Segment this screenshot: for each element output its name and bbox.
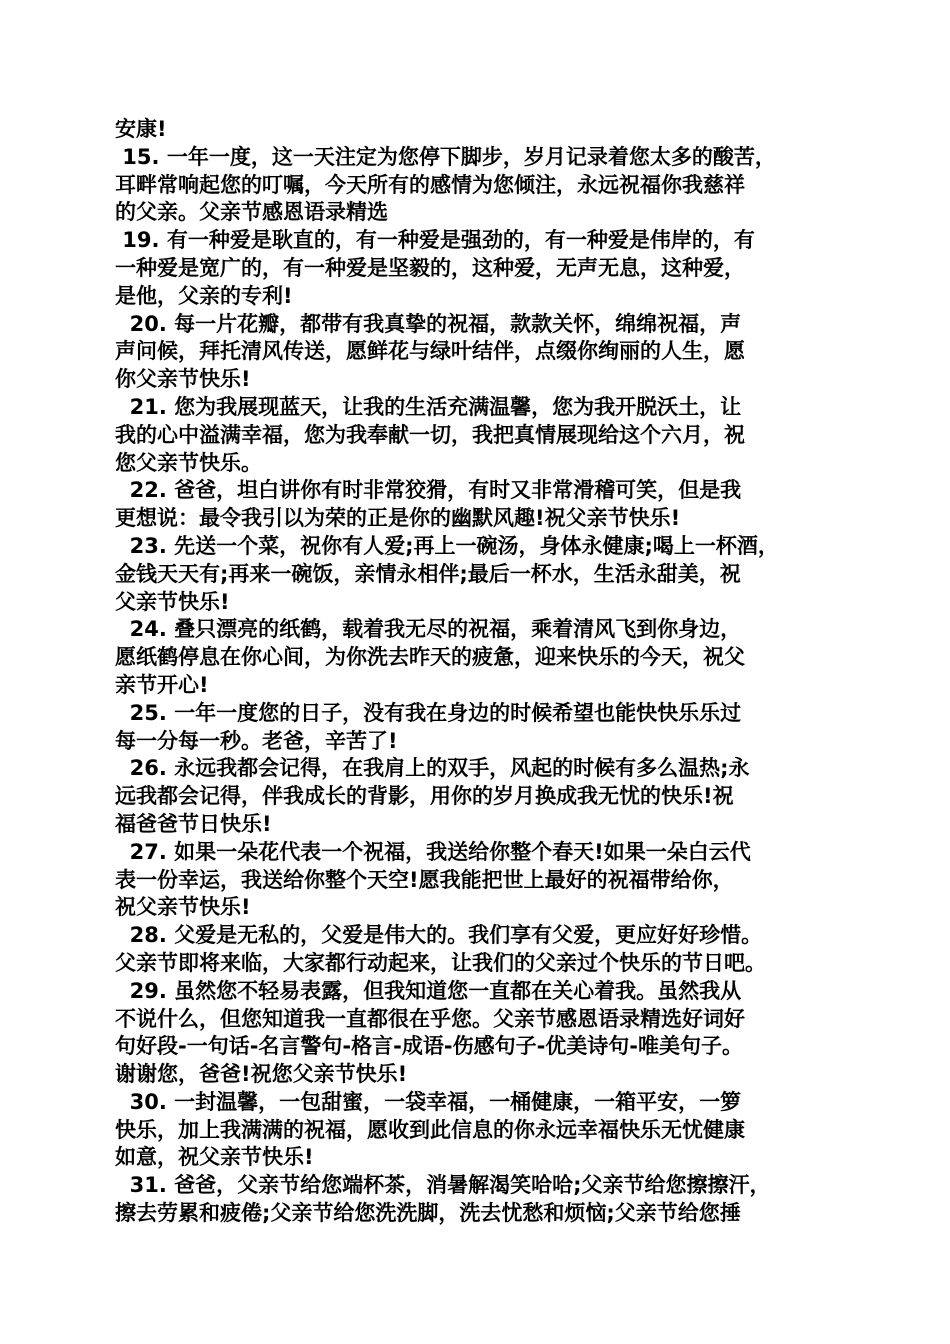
- text-line: 每一分每一秒。老爸，辛苦了!: [115, 728, 398, 753]
- text-line: 的父亲。父亲节感恩语录精选: [115, 200, 388, 225]
- text-line: 不说什么，但您知道我一直都很在乎您。父亲节感恩语录精选好词好: [115, 1006, 745, 1031]
- text-line: 30. 一封温馨，一包甜蜜，一袋幸福，一桶健康，一箱平安，一箩: [115, 1089, 742, 1114]
- text-line: 24. 叠只漂亮的纸鹤，载着我无尽的祝福，乘着清风飞到你身边，: [115, 617, 742, 642]
- text-line: 擦去劳累和疲倦;父亲节给您洗洗脚，洗去忧愁和烦恼;父亲节给您捶: [115, 1201, 741, 1226]
- text-line: 祝父亲节快乐!: [115, 895, 251, 920]
- text-line: 25. 一年一度您的日子，没有我在身边的时候希望也能快快乐乐过: [115, 700, 742, 725]
- text-line: 是他，父亲的专利!: [115, 283, 293, 308]
- text-line: 表一份幸运，我送给你整个天空!愿我能把世上最好的祝福带给你，: [115, 867, 734, 892]
- text-line: 更想说：最令我引以为荣的正是你的幽默风趣!祝父亲节快乐!: [115, 506, 681, 531]
- text-line: 声问候，拜托清风传送，愿鲜花与绿叶结伴，点缀你绚丽的人生，愿: [115, 339, 745, 364]
- text-line: 快乐，加上我满满的祝福，愿收到此信息的你永远幸福快乐无忧健康: [115, 1117, 745, 1142]
- text-line: 耳畔常响起您的叮嘱，今天所有的感情为您倾注，永远祝福你我慈祥: [115, 172, 745, 197]
- text-line: 您父亲节快乐。: [115, 450, 262, 475]
- text-line: 我的心中溢满幸福，您为我奉献一切，我把真情展现给这个六月，祝: [115, 422, 745, 447]
- document-page: [115, 116, 850, 1228]
- text-line: 21. 您为我展现蓝天，让我的生活充满温馨，您为我开脱沃土，让: [115, 394, 742, 419]
- text-line: 你父亲节快乐!: [115, 367, 251, 392]
- text-line: 亲节开心!: [115, 672, 209, 697]
- text-line: 22. 爸爸，坦白讲你有时非常狡猾，有时又非常滑稽可笑，但是我: [115, 478, 742, 503]
- text-line: 安康!: [115, 117, 167, 141]
- text-line: 金钱天天有;再来一碗饭，亲情永相伴;最后一杯水，生活永甜美，祝: [115, 561, 741, 586]
- text-line: 31. 爸爸，父亲节给您端杯茶，消暑解渴笑哈哈;父亲节给您擦擦汗，: [115, 1173, 771, 1198]
- text-line: 19. 有一种爱是耿直的，有一种爱是强劲的，有一种爱是伟岸的，有: [115, 228, 755, 253]
- text-line: 20. 每一片花瓣，都带有我真挚的祝福，款款关怀，绵绵祝福，声: [115, 311, 742, 336]
- text-line: 句好段-一句话-名言警句-格言-成语-伤感句子-优美诗句-唯美句子。: [115, 1034, 744, 1059]
- text-line: 父亲节即将来临，大家都行动起来，让我们的父亲过个快乐的节日吧。: [115, 950, 766, 975]
- text-line: 福爸爸节日快乐!: [115, 811, 272, 836]
- text-line: 远我都会记得，伴我成长的背影，用你的岁月换成我无忧的快乐!祝: [115, 784, 734, 809]
- text-line: 29. 虽然您不轻易表露，但我知道您一直都在关心着我。虽然我从: [115, 978, 742, 1003]
- text-line: 26. 永远我都会记得，在我肩上的双手，风起的时候有多么温热;永: [115, 756, 750, 781]
- text-line: 愿纸鹤停息在你心间，为你洗去昨天的疲惫，迎来快乐的今天，祝父: [115, 645, 745, 670]
- text-line: 28. 父爱是无私的，父爱是伟大的。我们享有父爱，更应好好珍惜。: [115, 923, 763, 948]
- text-line: 27. 如果一朵花代表一个祝福，我送给你整个春天!如果一朵白云代: [115, 839, 751, 864]
- text-line: 谢谢您，爸爸!祝您父亲节快乐!: [115, 1062, 408, 1087]
- text-line: 父亲节快乐!: [115, 589, 230, 614]
- text-line: 一种爱是宽广的，有一种爱是坚毅的，这种爱，无声无息，这种爱，: [115, 255, 745, 280]
- text-line: 23. 先送一个菜，祝你有人爱;再上一碗汤，身体永健康;喝上一杯酒，: [115, 533, 779, 558]
- text-line: 15. 一年一度，这一天注定为您停下脚步，岁月记录着您太多的酸苦，: [115, 144, 776, 169]
- text-line: 如意，祝父亲节快乐!: [115, 1145, 314, 1170]
